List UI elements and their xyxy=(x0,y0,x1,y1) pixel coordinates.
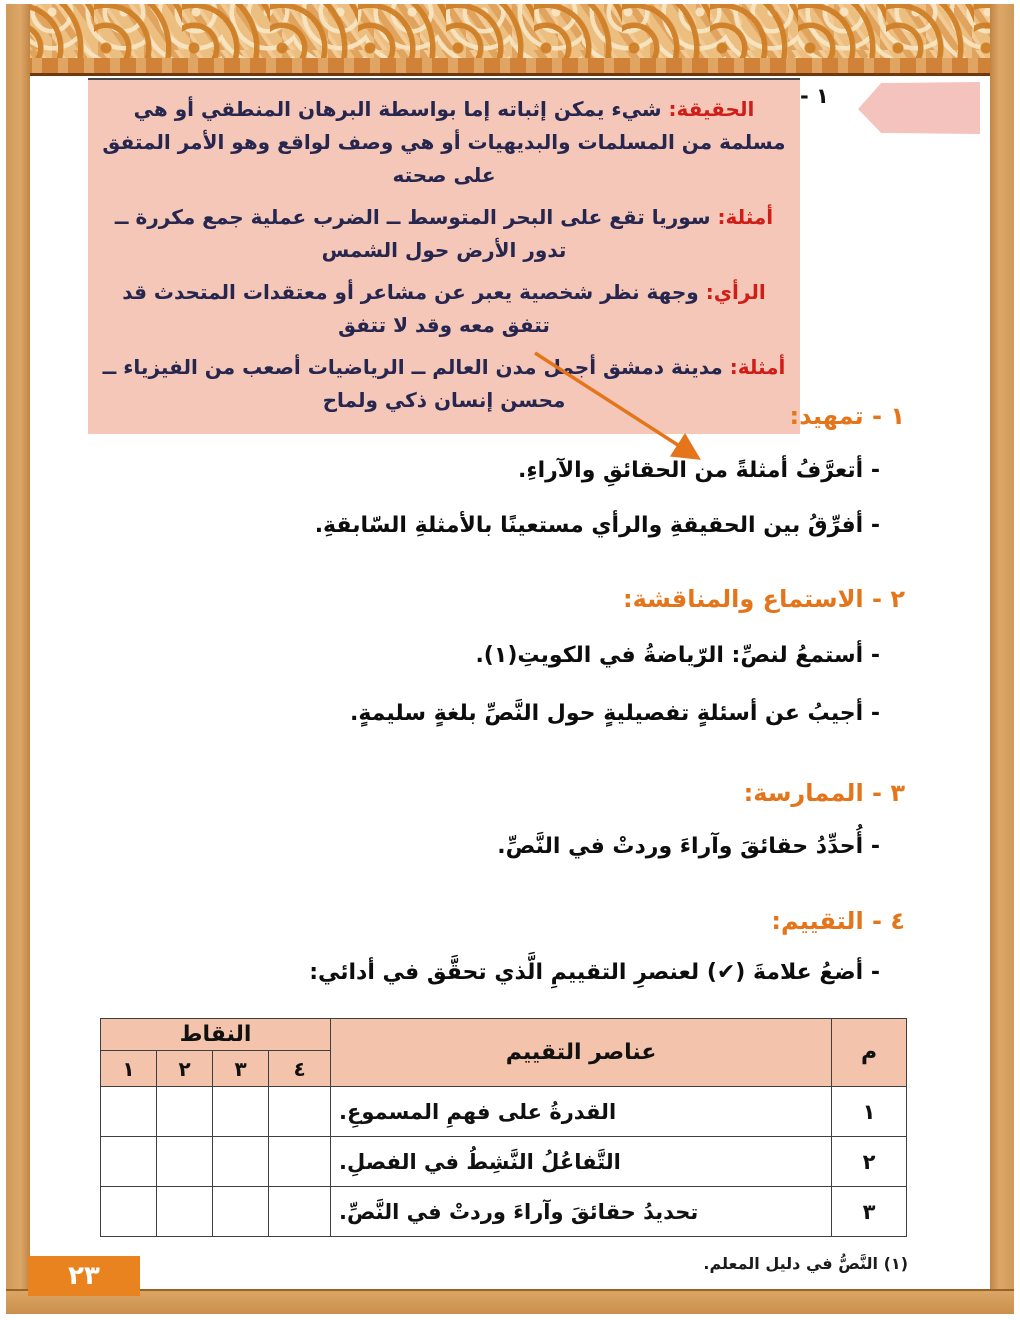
table-row xyxy=(101,1087,907,1137)
row-number: ١ xyxy=(832,1087,907,1137)
evaluation-table xyxy=(100,1018,906,1237)
row-number: ٣ xyxy=(832,1187,907,1237)
frame-border-right xyxy=(990,4,1014,1314)
score-cell xyxy=(213,1187,269,1237)
examples-label-2: أمثلة: xyxy=(729,355,786,379)
col-header-points: النقاط xyxy=(101,1019,331,1051)
score-cell xyxy=(157,1187,213,1237)
ribbon-flag xyxy=(858,82,980,134)
section-heading-listening: ٢ - الاستماع والمناقشة: xyxy=(622,585,905,613)
section-heading-evaluation: ٤ - التقييم: xyxy=(771,907,905,935)
page-number-badge: ٢٣ xyxy=(28,1256,140,1296)
col-header-num: م xyxy=(832,1019,907,1087)
points-col-2: ٢ xyxy=(157,1051,213,1087)
score-cell xyxy=(269,1187,331,1237)
definition-fact xyxy=(102,93,786,192)
criteria-text: تحديدُ حقائقَ وآراءَ وردتْ في النَّصِّ. xyxy=(331,1187,832,1237)
score-cell xyxy=(101,1137,157,1187)
col-header-criteria: عناصر التقييم xyxy=(331,1019,832,1087)
points-col-1: ١ xyxy=(101,1051,157,1087)
table-row xyxy=(101,1187,907,1237)
section-heading-intro: ١ - تمهيد: xyxy=(789,402,905,430)
fact-examples xyxy=(102,201,786,267)
footnote: (١) النَّصُّ في دليل المعلم. xyxy=(703,1254,908,1273)
score-cell xyxy=(269,1087,331,1137)
practice-bullet-1: - أُحدِّدُ حقائقَ وآراءَ وردتْ في النَّصِّ. xyxy=(497,834,880,859)
intro-bullet-2: - أفرِّقُ بين الحقيقةِ والرأي مستعينًا بالأمثلةِ السّابقةِ. xyxy=(314,513,880,538)
row-number: ٢ xyxy=(832,1137,907,1187)
fact-label: الحقيقة: xyxy=(668,97,755,121)
evaluation-bullet-1: - أضعُ علامةَ (✔) لعنصرِ التقييمِ الَّذي تحقَّق في أدائي: xyxy=(309,960,880,985)
examples-label: أمثلة: xyxy=(717,205,774,229)
definition-opinion xyxy=(102,276,786,342)
score-cell xyxy=(157,1137,213,1187)
header-band-rule xyxy=(6,73,1014,76)
criteria-text: التَّفاعُلُ النَّشِطُ في الفصلِ. xyxy=(331,1137,832,1187)
frame-border-left xyxy=(6,4,30,1314)
points-col-3: ٣ xyxy=(213,1051,269,1087)
table-header-row-1 xyxy=(101,1019,907,1051)
opinion-label: الرأي: xyxy=(705,280,766,304)
listening-bullet-1: - أستمعُ لنصِّ: الرّياضةُ في الكويتِ(١). xyxy=(475,643,880,668)
listening-bullet-2: - أجيبُ عن أسئلةٍ تفصيليةٍ حول النَّصِّ بلغةٍ سليمةٍ. xyxy=(349,701,880,726)
score-cell xyxy=(157,1087,213,1137)
points-col-4: ٤ xyxy=(269,1051,331,1087)
frame-border-bottom xyxy=(6,1289,1014,1314)
score-cell xyxy=(101,1187,157,1237)
examples-text-2: مدينة دمشق أجمل مدن العالم ــ الرياضيات أصعب من الفيزياء ــ محسن إنسان ذكي ولماح xyxy=(102,355,723,412)
section-heading-practice: ٣ - الممارسة: xyxy=(743,779,905,807)
examples-text: سوريا تقع على البحر المتوسط ــ الضرب عملية جمع مكررة ــ تدور الأرض حول الشمس xyxy=(114,205,711,262)
header-band-strip xyxy=(6,58,1014,73)
score-cell xyxy=(101,1087,157,1137)
score-cell xyxy=(213,1087,269,1137)
table-row xyxy=(101,1137,907,1187)
item-number-marker: ١ - xyxy=(800,84,829,108)
criteria-text: القدرةُ على فهمِ المسموعِ. xyxy=(331,1087,832,1137)
score-cell xyxy=(213,1137,269,1187)
intro-bullet-1: - أتعرَّفُ أمثلةً من الحقائقِ والآراءِ. xyxy=(517,458,880,483)
arabesque-header-band xyxy=(6,4,1014,58)
opinion-text: وجهة نظر شخصية يعبر عن مشاعر أو معتقدات المتحدث قد تتفق معه وقد لا تتفق xyxy=(122,280,699,337)
fact-text: شيء يمكن إثباته إما بواسطة البرهان المنطقي أو هي مسلمة من المسلمات والبديهيات أو هي وصف لواقع وهو الأمر المتفق على صحته xyxy=(102,97,786,187)
score-cell xyxy=(269,1137,331,1187)
